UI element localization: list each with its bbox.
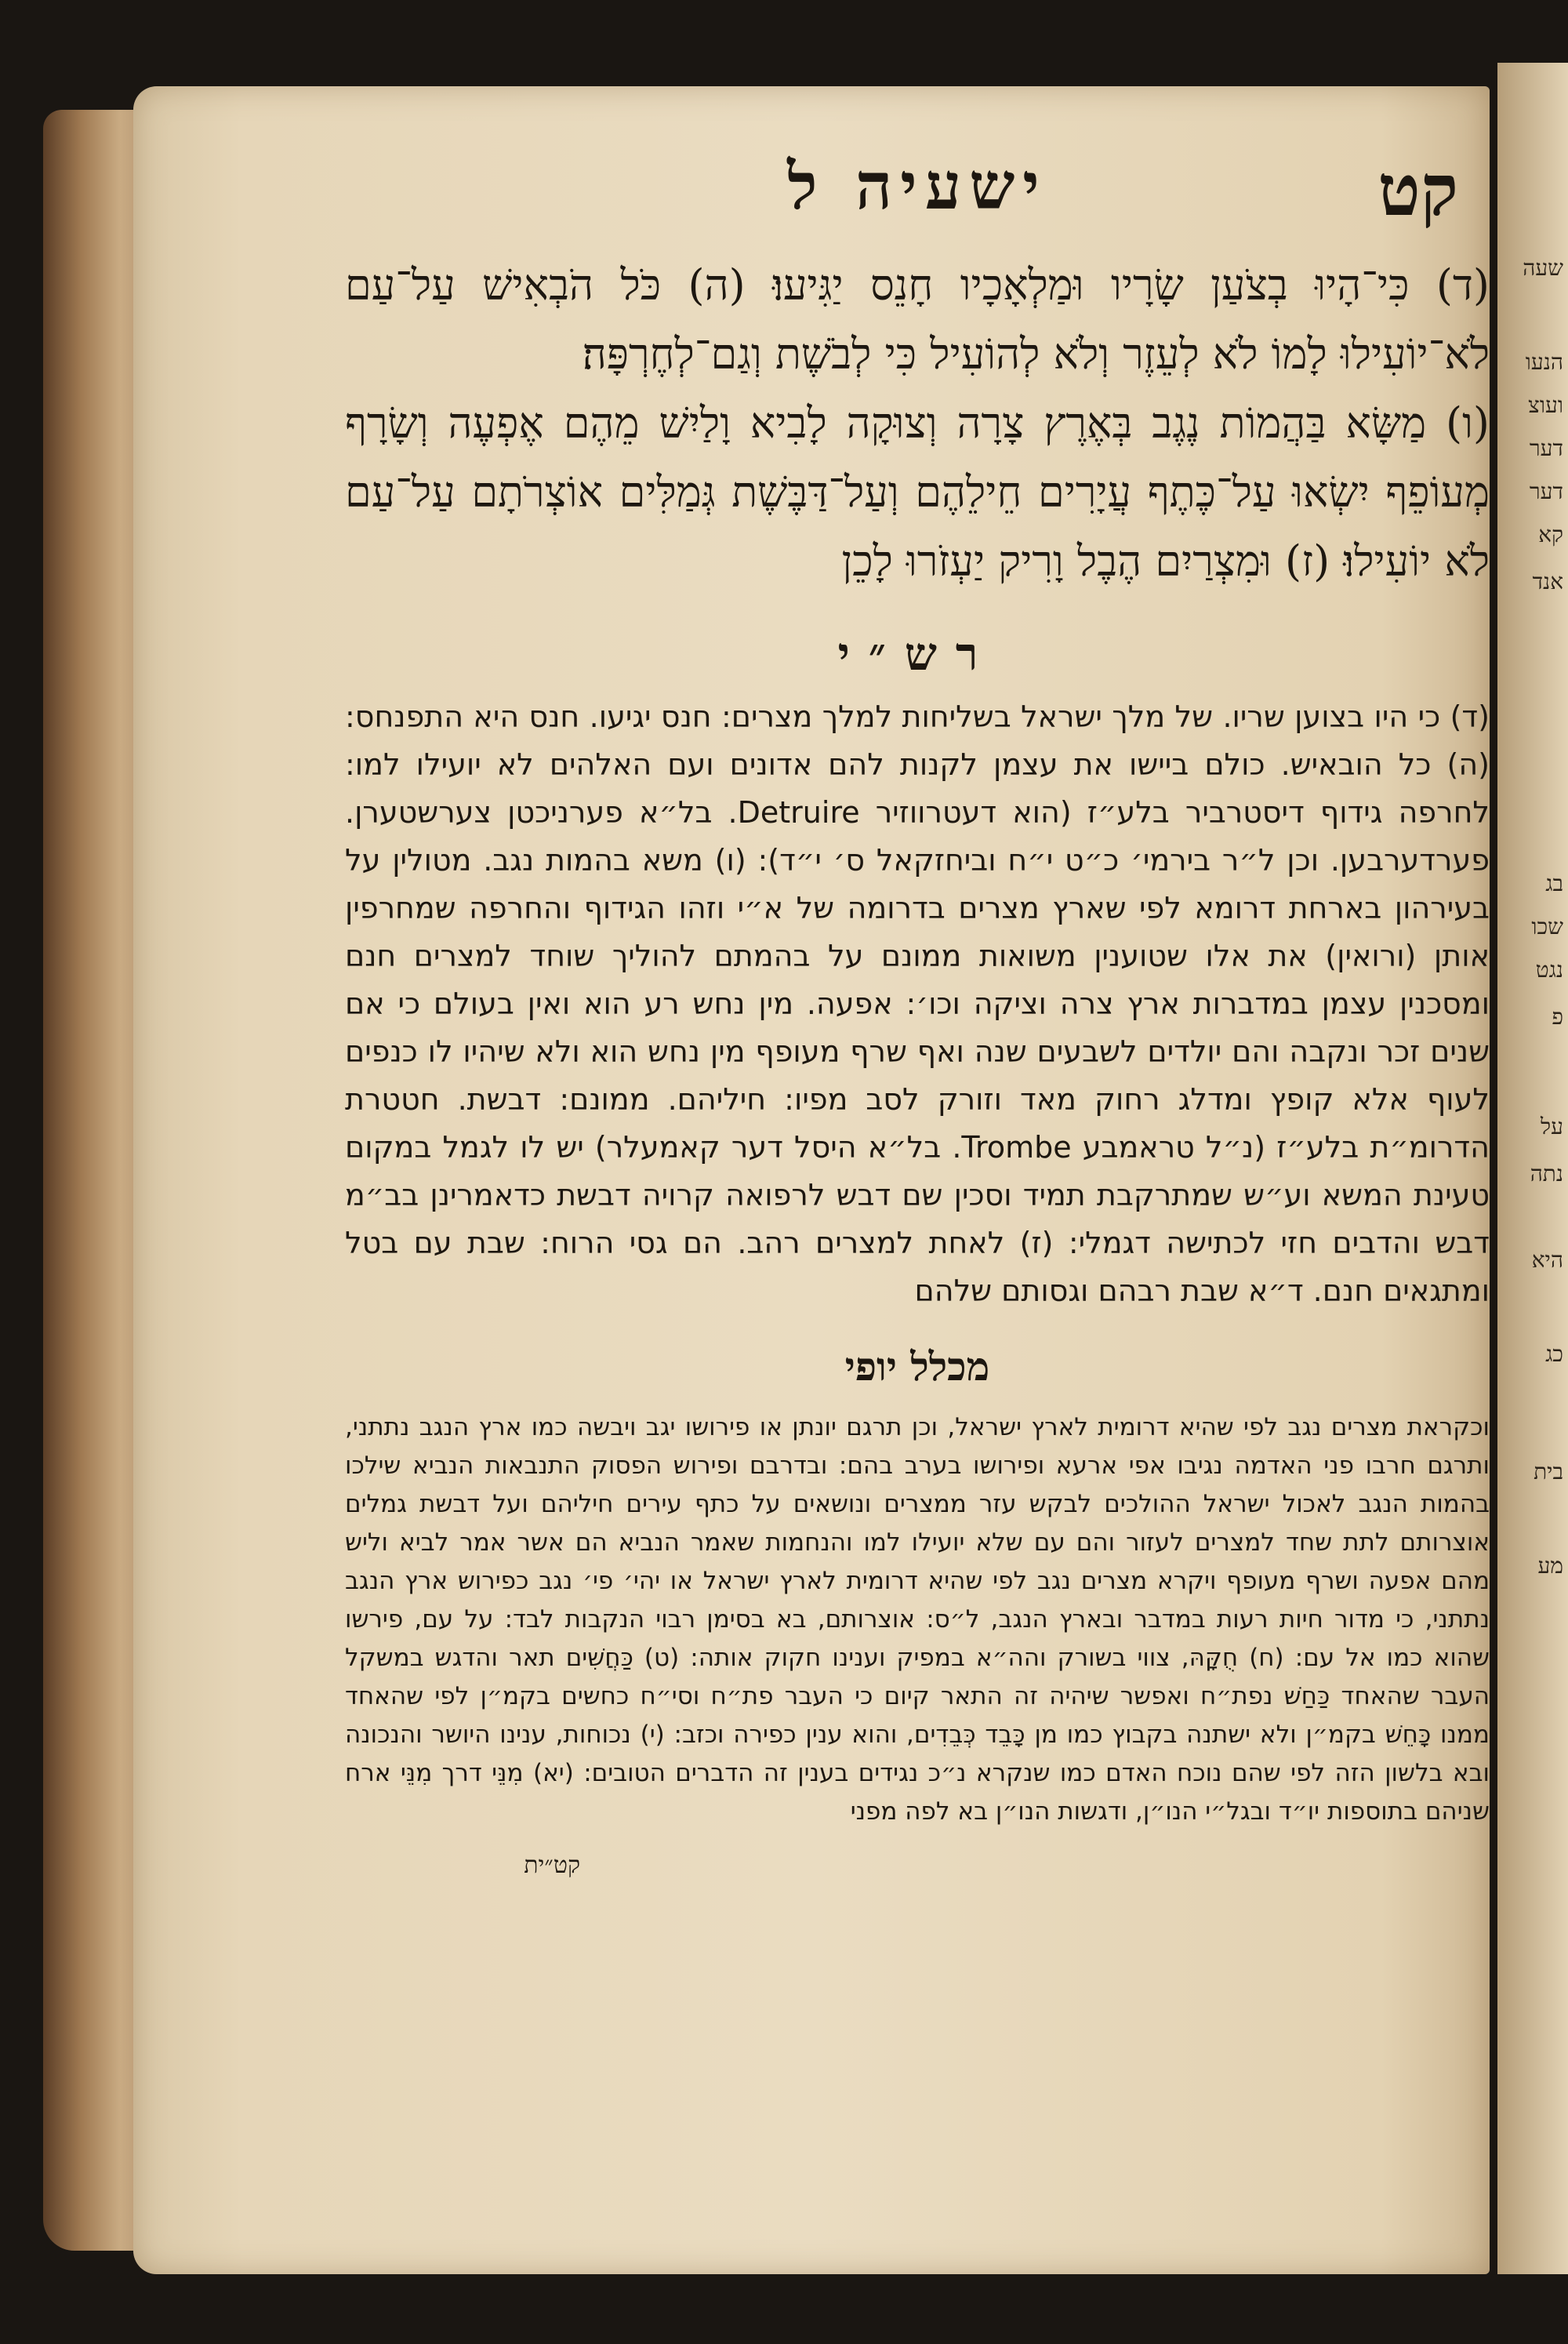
page-number: קט [1377,149,1458,232]
michlol-yofi-commentary: וכקראת מצרים נגב לפי שהיא דרומית לארץ ישראל, וכן תרגם יונתן או פירושו יגב ויבשה כמו ארץ הנגב נתתני, ותרגם חרבו פני האדמה נגיבו אפי ארעא ופירושו בערב בהם: ובדרבם ופירוש הפסוק התנבאות הנביא שילכו בהמות הנגב לאכול ישראל ההולכים לבקש עזר ממצרים ונושאים על כתף עירים חיליהם ועל דבשת גמלים אוצרותם לתת שחד למצרים לעזור והם עם שלא יועילו למו והנחמות שאמר הנביא הם אשר אמר לביא וליש מהם אפעה ושרף מעופף ויקרא מצרים נגב לפי שהיא דרומית לארץ ישראל או יהי׳ פי׳ נגב כפירוש ארץ הנגב נתתני, כי מדור חיות רעות במדבר ובארץ הנגב, ל״ס: אוצרותם, בא בסימן רבוי הנקבות לבד: על עם, פירשו שהוא כמו אל עם: (ח) חֻקָּהּ, צווי בשורק והה״א במפיק וענינו חקוק אותה: (ט) כַּחֲשִׁים תאר והדגש במשקל העבר שהאחד כַּחַשׁ נפת״ח ואפשר שיהיה זה התאר קיום כי העבר פת״ח וסי״ח כחשים בקמ״ן לפי שהאחד ממנו כָּחֵשׁ בקמ״ן ולא ישתנה בקבוץ כמו מן כָּבֵד כְּבֵדִים, והוא ענין כפירה וכזב: (י) נכוחות, ענינו היושר והנכונה ובא בלשון הזה לפי שהם נוכח האדם כמו שנקרא נ״כ נגידים בענין זה הדברים הטובים: (יא) מִנֵּי דרך מִנֵּי ארח שניהם בתוספות יו״ד ובגל״י הנו״ן, ודגשות הנו״ן בא לפה מפני [345,1413,1490,1826]
adjacent-text-fragment: בג [1545,870,1563,896]
adjacent-text-fragment: היא [1531,1247,1563,1273]
adjacent-text-fragment: דער [1529,478,1563,504]
adjacent-text-fragment: פ [1552,1004,1563,1030]
adjacent-text-fragment: בית [1534,1459,1563,1485]
michlol-yofi-heading: מכלל יופי [844,1343,990,1390]
adjacent-text-fragment: נתה [1530,1161,1563,1187]
page-content [345,149,1490,1879]
scripture-verse: (ו) מַשָּׂא בַּהֲמוֹת נֶגֶב בְּאֶרֶץ צָרָה וְצוּקָה לָבִיא וָלַיִשׁ מֵהֶם אֶפְעֶה וְשָׂרָף מְעוֹפֵף יִשְׂאוּ עַל־כֶּתֶף עֲיָרִים חֵילֵהֶם וְעַל־דַּבֶּשֶׁת גְּמַלִּים אוֹצְרֹתָם עַל־עַם לֹא יוֹעִילוּ׃ (ז) וּמִצְרַיִם הֶבֶל וָרִיק יַעְזֹרוּ לָכֵן [345,398,1490,586]
catchword: קט״ית [524,1852,580,1879]
adjacent-text-fragment: דער [1529,435,1563,461]
adjacent-text-fragment: שכו [1531,914,1563,939]
running-header [345,149,1490,243]
adjacent-text-fragment: הנעו [1525,349,1563,375]
book-chapter-title: ישעיה ל [787,149,1047,224]
adjacent-text-fragment: על [1541,1114,1563,1139]
adjacent-page [1497,63,1568,2274]
scripture-verse: (ד) כִּי־הָיוּ בְצֹעַן שָׂרָיו וּמַלְאָכָיו חָנֵס יַגִּיעוּ׃ (ה) כֹּל הֹבְאִישׁ עַל־עַם לֹא־יוֹעִילוּ לָמוֹ לֹא לְעֵזֶר וְלֹא לְהוֹעִיל כִּי לְבֹשֶׁת וְגַם־לְחֶרְפָּה׃ [345,260,1490,379]
rashi-heading: רש״י [837,627,997,681]
adjacent-text-fragment: מע [1537,1553,1563,1579]
adjacent-text-fragment: שעה [1523,255,1563,281]
adjacent-text-fragment: קא [1538,521,1563,547]
rashi-commentary: (ד) כי היו בצוען שריו. של מלך ישראל בשליחות למלך מצרים: חנס יגיעו. חנס היא התפנחס: (ה) כל הובאיש. כולם ביישו את עצמן לקנות להם אדונים ועם האלהים לא יועילו למו: לחרפה גידוף דיסטרביר בלע״ז (הוא דעטרווזיר Detruire. בל״א פערניכטן צערשטערן. פערדערבען. וכן ל״ר בירמי׳ כ״ט י״ח וביחזקאל ס׳ י״ד): (ו) משא בהמות נגב. מטולין על בעירהון בארחת דרומא לפי שארץ מצרים בדרומה של א״י וזהו הגידוף והחרפה שמחרפין אותן (ורואין) את אלו שטוענין משואות ממונם על בהמתם להוליך שוחד למצרים חנם ומסכנין עצמן במדברות ארץ צרה וציקה וכו׳: אפעה. מין נחש רע הוא ואין בעולם כי אם שנים זכר ונקבה והם יולדים לשבעים שנה ואף שרף מעופף מין נחש הוא ולא שיהיו לו כנפים לעוף אלא קופץ ומדלג רחוק מאד וזורק לסב מפיו: חיליהם. ממונם: דבשת. חטטרת הדרומ״ת בלע״ז (נ״ל טראמבע Trombe. בל״א היסל דער קאמעלר) יש לו לגמל במקום טעינת המשא וע״ש שמתרקבת תמיד וסכין שם דבש לרפואה קרויה דבשת כדאמרינן בב״מ דבש והדבים חזי לכתישה דגמלי: (ז) לאחת למצרים רהב. הם גסי הרוח: שבת עם בטל ומתגאים חנם. ד״א שבת רבהם וגסותם שלהם [345,700,1490,1308]
adjacent-text-fragment: אנד [1532,569,1563,594]
adjacent-text-fragment: ועוצ [1528,392,1563,418]
adjacent-text-fragment: כג [1545,1341,1563,1367]
adjacent-text-fragment: נגט [1535,957,1563,983]
